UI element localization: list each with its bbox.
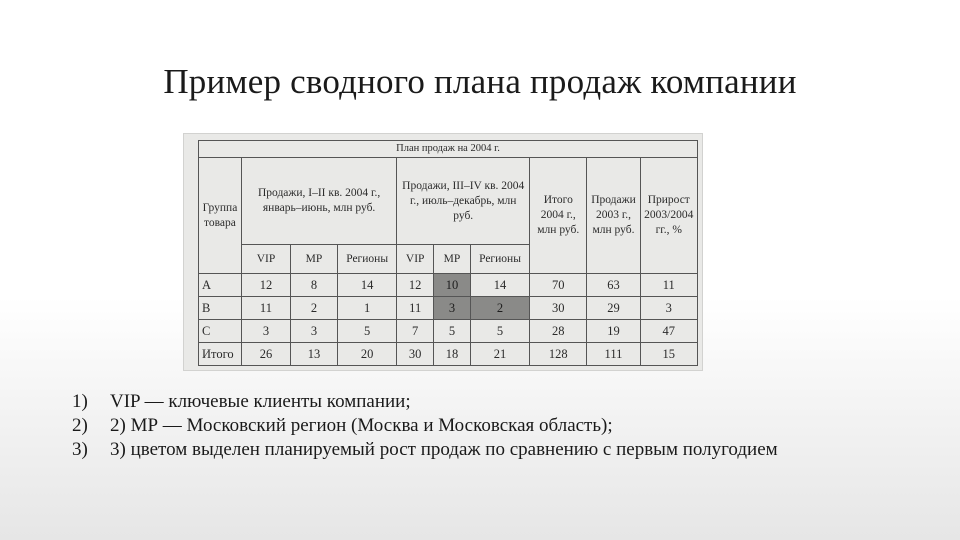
list-item bbox=[72, 414, 872, 438]
list-text: 2) МР — Московский регион (Москва и Московская область); bbox=[110, 415, 613, 436]
subheader-regions: Регионы bbox=[470, 245, 529, 274]
table-cell: 70 bbox=[530, 274, 587, 297]
list-item bbox=[72, 390, 872, 414]
table-cell: 1 bbox=[338, 297, 397, 320]
notes-list bbox=[72, 390, 872, 462]
table-cell: 11 bbox=[241, 297, 290, 320]
subheader-mr: МР bbox=[434, 245, 471, 274]
table-cell: 2 bbox=[290, 297, 337, 320]
row-label: A bbox=[199, 274, 242, 297]
header-period2: Продажи, III–IV кв. 2004 г., июль–декабрь, млн руб. bbox=[397, 158, 530, 245]
row-label: B bbox=[199, 297, 242, 320]
table-cell: 20 bbox=[338, 343, 397, 366]
header-sales2003: Продажи 2003 г., млн руб. bbox=[587, 158, 640, 274]
list-text: 3) цветом выделен планируемый рост продаж по сравнению с первым полугодием bbox=[110, 439, 778, 460]
table-cell: 30 bbox=[397, 343, 434, 366]
subheader-vip: VIP bbox=[241, 245, 290, 274]
highlighted-cell: 10 bbox=[434, 274, 471, 297]
table-cell: 3 bbox=[640, 297, 697, 320]
table-cell: 15 bbox=[640, 343, 697, 366]
table-cell: 5 bbox=[338, 320, 397, 343]
row-label: C bbox=[199, 320, 242, 343]
slide-title: Пример сводного плана продаж компании bbox=[163, 62, 797, 101]
subheader-regions: Регионы bbox=[338, 245, 397, 274]
table-cell: 12 bbox=[397, 274, 434, 297]
table-cell: 21 bbox=[470, 343, 529, 366]
table-row bbox=[199, 320, 698, 343]
table-cell: 3 bbox=[290, 320, 337, 343]
table-cell: 30 bbox=[530, 297, 587, 320]
table-caption: План продаж на 2004 г. bbox=[199, 141, 698, 158]
table-cell: 19 bbox=[587, 320, 640, 343]
sales-plan-table bbox=[198, 140, 698, 366]
header-period1: Продажи, I–II кв. 2004 г., январь–июнь, млн руб. bbox=[241, 158, 396, 245]
table-cell: 11 bbox=[397, 297, 434, 320]
header-group: Группа товара bbox=[199, 158, 242, 274]
highlighted-cell: 3 bbox=[434, 297, 471, 320]
table-cell: 5 bbox=[470, 320, 529, 343]
row-label: Итого bbox=[199, 343, 242, 366]
table-cell: 13 bbox=[290, 343, 337, 366]
table-cell: 14 bbox=[470, 274, 529, 297]
subheader-vip: VIP bbox=[397, 245, 434, 274]
table-cell: 12 bbox=[241, 274, 290, 297]
table-cell: 29 bbox=[587, 297, 640, 320]
table-cell: 8 bbox=[290, 274, 337, 297]
list-text: VIP — ключевые клиенты компании; bbox=[110, 391, 411, 412]
scanned-table-image bbox=[183, 133, 703, 371]
header-total: Итого 2004 г., млн руб. bbox=[530, 158, 587, 274]
table-cell: 18 bbox=[434, 343, 471, 366]
header-growth: Прирост 2003/2004 гг., % bbox=[640, 158, 697, 274]
table-cell: 5 bbox=[434, 320, 471, 343]
table-cell: 128 bbox=[530, 343, 587, 366]
list-number: 2) bbox=[72, 415, 88, 436]
subheader-mr: МР bbox=[290, 245, 337, 274]
table-cell: 63 bbox=[587, 274, 640, 297]
table-row bbox=[199, 274, 698, 297]
table-cell: 111 bbox=[587, 343, 640, 366]
table-cell: 47 bbox=[640, 320, 697, 343]
highlighted-cell: 2 bbox=[470, 297, 529, 320]
table-row bbox=[199, 343, 698, 366]
table-cell: 14 bbox=[338, 274, 397, 297]
list-item bbox=[72, 438, 872, 462]
table-cell: 26 bbox=[241, 343, 290, 366]
list-number: 3) bbox=[72, 439, 88, 460]
table-cell: 11 bbox=[640, 274, 697, 297]
table-cell: 28 bbox=[530, 320, 587, 343]
table-cell: 3 bbox=[241, 320, 290, 343]
table-row bbox=[199, 297, 698, 320]
list-number: 1) bbox=[72, 391, 88, 412]
table-cell: 7 bbox=[397, 320, 434, 343]
